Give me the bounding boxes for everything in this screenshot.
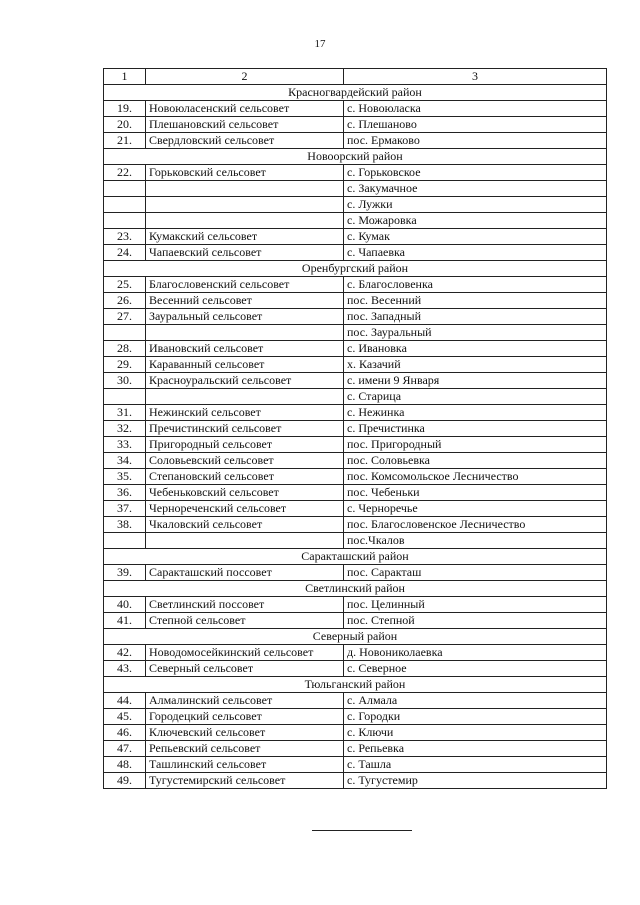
- settlement-name: с. Плешаново: [344, 117, 607, 133]
- row-number: [104, 533, 146, 549]
- row-number: 19.: [104, 101, 146, 117]
- table-row: [104, 757, 607, 773]
- row-number: 38.: [104, 517, 146, 533]
- row-number: 25.: [104, 277, 146, 293]
- table-row: [104, 293, 607, 309]
- council-name: Новоюласенский сельсовет: [146, 101, 344, 117]
- row-number: [104, 389, 146, 405]
- table-body: [104, 69, 607, 789]
- settlement-name: пос. Чебеньки: [344, 485, 607, 501]
- row-number: 21.: [104, 133, 146, 149]
- settlement-name: с. Северное: [344, 661, 607, 677]
- table-row: [104, 229, 607, 245]
- row-number: 32.: [104, 421, 146, 437]
- council-name: Нежинский сельсовет: [146, 405, 344, 421]
- row-number: 47.: [104, 741, 146, 757]
- settlement-name: с. Нежинка: [344, 405, 607, 421]
- table-row: [104, 725, 607, 741]
- table-row: [104, 165, 607, 181]
- settlement-name: с. Ивановка: [344, 341, 607, 357]
- page-number: 17: [314, 38, 326, 50]
- council-name: Свердловский сельсовет: [146, 133, 344, 149]
- council-name: Пригородный сельсовет: [146, 437, 344, 453]
- header-col-3: 3: [344, 69, 607, 85]
- table-row: [104, 517, 607, 533]
- row-number: 36.: [104, 485, 146, 501]
- row-number: 31.: [104, 405, 146, 421]
- settlement-name: пос. Комсомольское Лесничество: [344, 469, 607, 485]
- settlement-name: пос. Ермаково: [344, 133, 607, 149]
- council-name: [146, 389, 344, 405]
- council-name: Весенний сельсовет: [146, 293, 344, 309]
- table-row: [104, 661, 607, 677]
- row-number: 27.: [104, 309, 146, 325]
- row-number: [104, 325, 146, 341]
- council-name: Чебеньковский сельсовет: [146, 485, 344, 501]
- table-row: [104, 437, 607, 453]
- header-col-1: 1: [104, 69, 146, 85]
- table-row: [104, 357, 607, 373]
- settlement-name: пос. Благословенское Лесничество: [344, 517, 607, 533]
- settlement-name: с. Горьковское: [344, 165, 607, 181]
- table-row: [104, 565, 607, 581]
- table-row: [104, 101, 607, 117]
- council-name: Репьевский сельсовет: [146, 741, 344, 757]
- council-name: Зауральный сельсовет: [146, 309, 344, 325]
- row-number: 40.: [104, 597, 146, 613]
- settlement-name: д. Новониколаевка: [344, 645, 607, 661]
- table-row: [104, 485, 607, 501]
- district-title: Тюльганский район: [104, 677, 607, 693]
- district-row: [104, 149, 607, 165]
- council-name: Новодомосейкинский сельсовет: [146, 645, 344, 661]
- settlement-name: пос. Степной: [344, 613, 607, 629]
- row-number: 46.: [104, 725, 146, 741]
- header-col-2: 2: [146, 69, 344, 85]
- table-row: [104, 181, 607, 197]
- row-number: 35.: [104, 469, 146, 485]
- table-row: [104, 245, 607, 261]
- district-title: Красногвардейский район: [104, 85, 607, 101]
- row-number: 39.: [104, 565, 146, 581]
- settlement-name: с. Ключи: [344, 725, 607, 741]
- row-number: 22.: [104, 165, 146, 181]
- table-row: [104, 741, 607, 757]
- settlement-name: пос. Соловьевка: [344, 453, 607, 469]
- district-row: [104, 629, 607, 645]
- settlement-name: с. Алмала: [344, 693, 607, 709]
- table-row: [104, 693, 607, 709]
- settlement-name: с. Тугустемир: [344, 773, 607, 789]
- table-row: [104, 469, 607, 485]
- council-name: Пречистинский сельсовет: [146, 421, 344, 437]
- table-row: [104, 117, 607, 133]
- settlement-name: с. Черноречье: [344, 501, 607, 517]
- council-name: Степной сельсовет: [146, 613, 344, 629]
- table-row: [104, 453, 607, 469]
- district-row: [104, 581, 607, 597]
- council-name: Саракташский поссовет: [146, 565, 344, 581]
- table-row: [104, 501, 607, 517]
- district-row: [104, 549, 607, 565]
- settlement-name: пос. Западный: [344, 309, 607, 325]
- header-row: [104, 69, 607, 85]
- table-row: [104, 309, 607, 325]
- row-number: 41.: [104, 613, 146, 629]
- row-number: 24.: [104, 245, 146, 261]
- council-name: Соловьевский сельсовет: [146, 453, 344, 469]
- council-name: Караванный сельсовет: [146, 357, 344, 373]
- settlement-name: с. Кумак: [344, 229, 607, 245]
- settlement-name: с. Пречистинка: [344, 421, 607, 437]
- council-name: Ключевский сельсовет: [146, 725, 344, 741]
- row-number: 43.: [104, 661, 146, 677]
- council-name: Благословенский сельсовет: [146, 277, 344, 293]
- council-name: [146, 181, 344, 197]
- row-number: [104, 181, 146, 197]
- table-row: [104, 341, 607, 357]
- table-row: [104, 277, 607, 293]
- table-row: [104, 773, 607, 789]
- table-row: [104, 421, 607, 437]
- row-number: 48.: [104, 757, 146, 773]
- settlement-name: с. Лужки: [344, 197, 607, 213]
- council-name: Городецкий сельсовет: [146, 709, 344, 725]
- district-title: Новоорский район: [104, 149, 607, 165]
- district-title: Саракташский район: [104, 549, 607, 565]
- row-number: 42.: [104, 645, 146, 661]
- row-number: 26.: [104, 293, 146, 309]
- council-name: Чкаловский сельсовет: [146, 517, 344, 533]
- row-number: 33.: [104, 437, 146, 453]
- table-row: [104, 533, 607, 549]
- district-title: Светлинский район: [104, 581, 607, 597]
- council-name: Ташлинский сельсовет: [146, 757, 344, 773]
- settlement-name: с. Чапаевка: [344, 245, 607, 261]
- district-title: Северный район: [104, 629, 607, 645]
- settlement-name: х. Казачий: [344, 357, 607, 373]
- settlements-table: [103, 68, 607, 789]
- settlement-name: с. Ташла: [344, 757, 607, 773]
- settlement-name: с. Городки: [344, 709, 607, 725]
- table-row: [104, 645, 607, 661]
- settlement-name: с. Закумачное: [344, 181, 607, 197]
- table-row: [104, 709, 607, 725]
- council-name: [146, 325, 344, 341]
- row-number: 49.: [104, 773, 146, 789]
- settlement-name: пос. Весенний: [344, 293, 607, 309]
- council-name: Светлинский поссовет: [146, 597, 344, 613]
- row-number: 34.: [104, 453, 146, 469]
- table-row: [104, 389, 607, 405]
- table-row: [104, 597, 607, 613]
- table-row: [104, 373, 607, 389]
- settlement-name: пос. Зауральный: [344, 325, 607, 341]
- row-number: 20.: [104, 117, 146, 133]
- council-name: Алмалинский сельсовет: [146, 693, 344, 709]
- council-name: Чернореченский сельсовет: [146, 501, 344, 517]
- settlement-name: с. Новоюласка: [344, 101, 607, 117]
- row-number: 23.: [104, 229, 146, 245]
- settlement-name: с. Старица: [344, 389, 607, 405]
- table-row: [104, 405, 607, 421]
- settlement-name: с. имени 9 Января: [344, 373, 607, 389]
- council-name: [146, 197, 344, 213]
- settlement-name: пос. Целинный: [344, 597, 607, 613]
- settlement-name: с. Репьевка: [344, 741, 607, 757]
- council-name: [146, 533, 344, 549]
- row-number: 37.: [104, 501, 146, 517]
- table-row: [104, 325, 607, 341]
- district-row: [104, 677, 607, 693]
- settlement-name: пос.Чкалов: [344, 533, 607, 549]
- district-title: Оренбургский район: [104, 261, 607, 277]
- council-name: Чапаевский сельсовет: [146, 245, 344, 261]
- settlement-name: пос. Саракташ: [344, 565, 607, 581]
- table-row: [104, 197, 607, 213]
- district-row: [104, 261, 607, 277]
- end-rule: [312, 830, 412, 831]
- council-name: Северный сельсовет: [146, 661, 344, 677]
- row-number: 44.: [104, 693, 146, 709]
- row-number: [104, 197, 146, 213]
- council-name: Ивановский сельсовет: [146, 341, 344, 357]
- settlement-name: пос. Пригородный: [344, 437, 607, 453]
- settlement-name: с. Можаровка: [344, 213, 607, 229]
- row-number: [104, 213, 146, 229]
- row-number: 29.: [104, 357, 146, 373]
- council-name: Плешановский сельсовет: [146, 117, 344, 133]
- council-name: Тугустемирский сельсовет: [146, 773, 344, 789]
- district-row: [104, 85, 607, 101]
- council-name: Кумакский сельсовет: [146, 229, 344, 245]
- table-row: [104, 133, 607, 149]
- row-number: 28.: [104, 341, 146, 357]
- council-name: Степановский сельсовет: [146, 469, 344, 485]
- council-name: Горьковский сельсовет: [146, 165, 344, 181]
- council-name: Красноуральский сельсовет: [146, 373, 344, 389]
- settlement-name: с. Благословенка: [344, 277, 607, 293]
- table-row: [104, 613, 607, 629]
- council-name: [146, 213, 344, 229]
- row-number: 30.: [104, 373, 146, 389]
- table-row: [104, 213, 607, 229]
- row-number: 45.: [104, 709, 146, 725]
